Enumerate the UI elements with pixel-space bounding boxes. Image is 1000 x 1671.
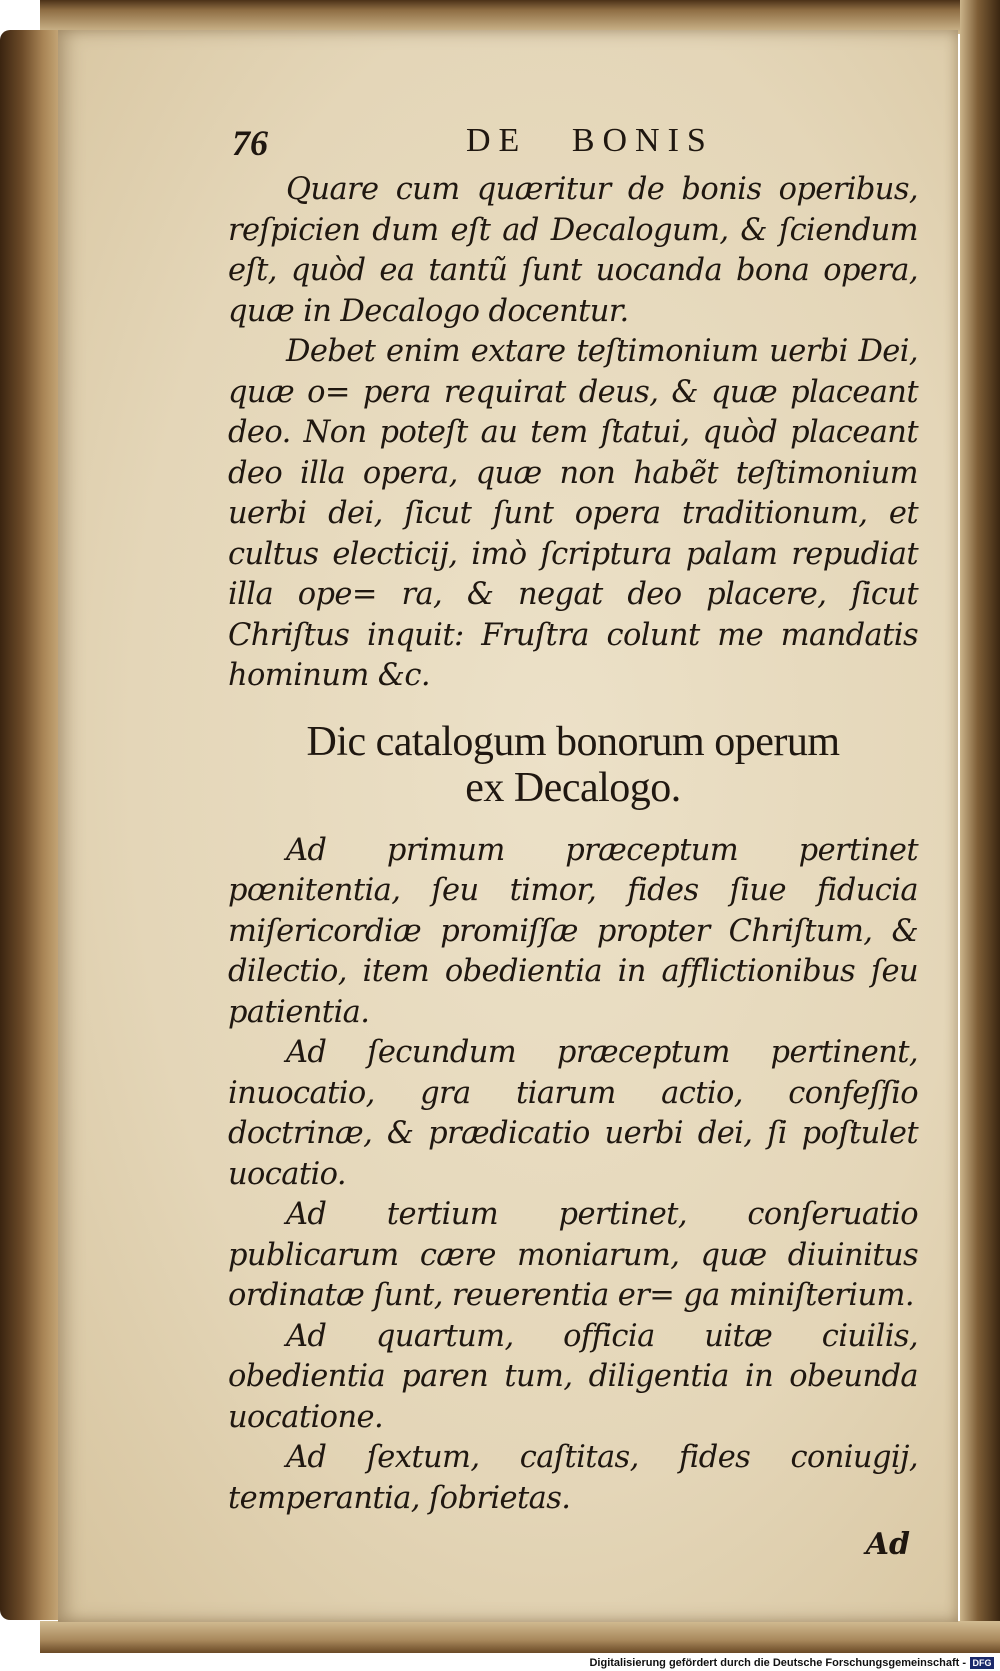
section-heading <box>228 719 918 811</box>
book-fore-edge <box>960 0 1000 1640</box>
running-head: DE BONIS <box>466 122 714 159</box>
footer-bar <box>0 1653 1000 1671</box>
page-text-block <box>228 112 918 1562</box>
precept-item-1: Ad primum præceptum pertinet pœnitentia, ſeu timor, fides ſiue fiducia miſericordiæ promiſſæ propter Chriſtum, & dilectio, item obedientia in afflictionibus ſeu patientia. <box>228 832 918 1030</box>
catchword: Ad <box>865 1527 910 1562</box>
footer-credit: Digitalisierung gefördert durch die Deutsche Forschungsgemeinschaft - <box>589 1657 966 1669</box>
paragraph-2: Debet enim extare teſtimonium uerbi Dei, quæ o= pera requirat deus, & quæ placeant deo. Non poteſt au tem ſtatui, quòd placeant deo illa opera, quæ non habẽt teſtimonium uerbi dei, ſicut ſunt opera traditionum, et cultus electicij, imò ſcriptura palam repudiat illa ope= ra, & negat deo placere, ſicut Chriſtus inquit: Fruſtra colunt me mandatis hominum &c. <box>228 334 918 693</box>
paragraph-1: Quare cum quæritur de bonis operibus, reſpicien dum eſt ad Decalogum, & ſciendum eſt, quòd ea tantũ ſunt uocanda bona opera, quæ in Decalogo docentur. <box>228 172 918 329</box>
page-number: 76 <box>232 123 268 163</box>
section-heading-line-2: ex Decalogo. <box>465 764 681 811</box>
precept-item-4: Ad quartum, officia uitæ ciuilis, obedientia paren tum, diligentia in obeunda uocatione. <box>228 1318 918 1435</box>
section-heading-line-1: Dic catalogum bonorum operum <box>306 718 840 765</box>
page-header <box>228 112 918 166</box>
book-spine-edge <box>0 30 62 1620</box>
dfg-logo: DFG <box>970 1657 994 1669</box>
book-top-edge <box>40 0 1000 34</box>
precept-item-3: Ad tertium pertinet, conſeruatio publicarum cære moniarum, quæ diuinitus ordinatæ ſunt, reuerentia er= ga miniſterium. <box>228 1197 918 1313</box>
book-bottom-edge <box>40 1621 1000 1653</box>
precept-item-2: Ad ſecundum præceptum pertinent, inuocatio, gra tiarum actio, confeſſio doctrinæ, & prædicatio uerbi dei, ſi poſtulet uocatio. <box>228 1035 918 1192</box>
precept-item-5: Ad ſextum, caſtitas, fides coniugij, temperantia, ſobrietas. <box>228 1440 918 1516</box>
